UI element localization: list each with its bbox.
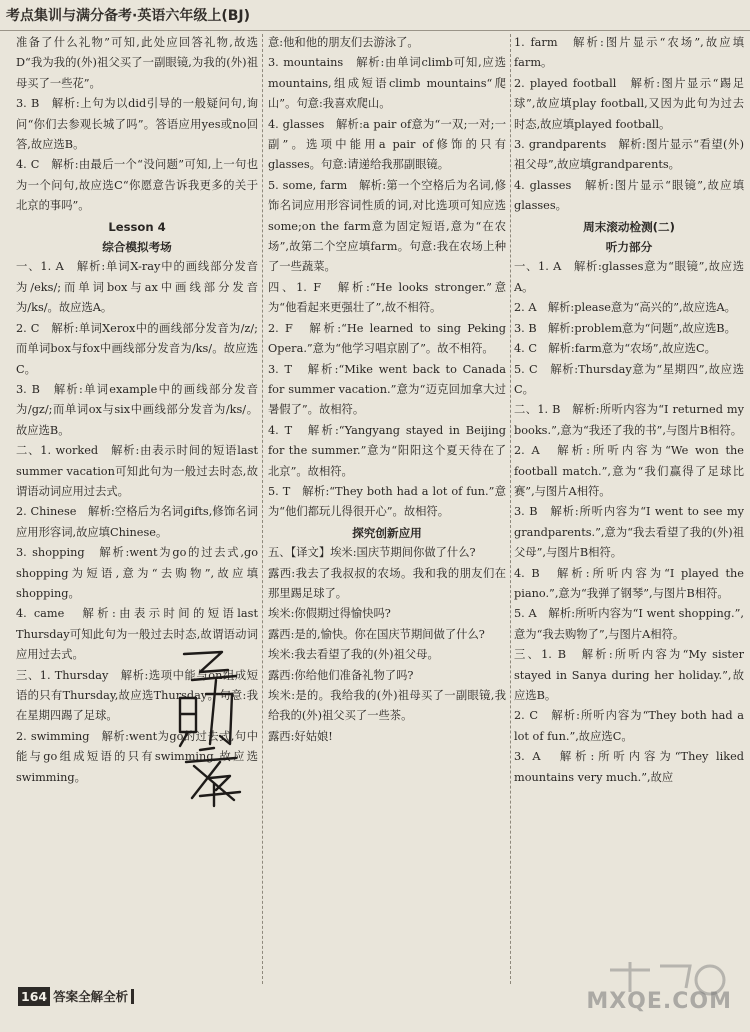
column-divider (510, 34, 511, 984)
answer-paragraph: 3. shopping 解析:went为go的过去式,go shopping为短语,意为“去购物”,故应填shopping。 (16, 546, 258, 600)
header-title: 考点集训与满分备考·英语六年级上(BJ) (6, 8, 250, 24)
answer-paragraph: 3. B 解析:上句为以did引导的一般疑问句,询问“你们去参观长城了吗”。答语应用yes或no回答,故应选B。 (16, 97, 258, 152)
answer-paragraph: 2. swimming 解析:went为go的过去式,句中能与go组成短语的只有swimming,故应选swimming。 (16, 729, 258, 784)
dialogue-line: 埃米:我去看望了我的(外)祖父母。 (268, 648, 439, 662)
answer-paragraph: 4. C 解析:farm意为“农场”,故应选C。 (514, 342, 716, 356)
answer-paragraph: 5. A 解析:所听内容为“I went shopping.”,意为“我去购物了”,与图片A相符。 (514, 607, 744, 641)
answer-paragraph: 二、1. worked 解析:由表示时间的短语last summer vacation可知此句为一般过去时态,故谓语动词应用过去式。 (16, 444, 258, 498)
answer-paragraph: 4. B 解析:所听内容为“I played the piano.”,意为“我弹了钢琴”,与图片B相符。 (514, 566, 744, 600)
answer-paragraph: 一、1. A 解析:单词X-ray中的画线部分发音为/eks/;而单词box与ax中画线部分发音为/ks/。故应选A。 (16, 260, 258, 315)
answer-paragraph: 3. B 解析:所听内容为“I went to see my grandparents.”,意为“我去看望了我的(外)祖父母”,与图片B相符。 (514, 505, 744, 560)
answer-paragraph: 2. F 解析:“He learned to sing Peking Opera.”意为“他学习唱京剧了”。故不相符。 (268, 321, 506, 356)
answer-paragraph: 意:他和他的朋友们去游泳了。 (268, 36, 419, 49)
answer-column-1 (16, 33, 258, 983)
column-divider (262, 34, 263, 984)
dialogue-line: 露西:好姑娘! (268, 729, 333, 743)
answer-paragraph: 三、1. B 解析:所听内容为“My sister stayed in Sanya during her holiday.”,故应选B。 (514, 648, 744, 702)
dialogue-line: 五、【译文】埃米:国庆节期间你做了什么? (268, 546, 476, 560)
section-heading: 探究创新应用 (352, 525, 422, 540)
answer-paragraph: 3. B 解析:单词example中的画线部分发音为/gz/;而单词ox与six中画线部分发音为/ks/。故应选B。 (16, 382, 258, 437)
answer-paragraph: 4. came 解析:由表示时间的短语last Thursday可知此句为一般过去时态,故谓语动词应用过去式。 (16, 607, 258, 662)
answer-paragraph: 4. T 解析:“Yangyang stayed in Beijing for the summer.”意为“阳阳这个夏天待在了北京”。故相符。 (268, 423, 506, 478)
page-header (0, 0, 750, 31)
answer-paragraph: 3. grandparents 解析:图片显示“看望(外)祖父母”,故应填grandparents。 (514, 138, 744, 172)
answer-paragraph: 4. glasses 解析:图片显示“眼镜”,故应填glasses。 (514, 178, 744, 213)
answer-paragraph: 三、1. Thursday 解析:选项中能与on组成短语的只有Thursday,故应选Thursday。句意:我在星期四踢了足球。 (16, 668, 258, 723)
answer-paragraph: 一、1. A 解析:glasses意为“眼镜”,故应选A。 (514, 260, 744, 294)
section-heading: 综合模拟考场 (102, 240, 172, 255)
answer-paragraph: 四、1. F 解析:“He looks stronger.”意为“他看起来更强壮了”,故不相符。 (268, 280, 506, 315)
answer-paragraph: 1. farm 解析:图片显示“农场”,故应填farm。 (514, 36, 744, 70)
dialogue-line: 露西:我去了我叔叔的农场。我和我的朋友们在那里踢足球了。 (268, 566, 506, 600)
answer-paragraph: 3. A 解析:所听内容为“They liked mountains very much.”,故应 (514, 750, 744, 784)
watermark-text: MXQE.COM (586, 989, 732, 1014)
section-heading: 听力部分 (605, 240, 653, 255)
section-heading: 周末滚动检测(二) (583, 219, 675, 234)
page-number: 164 (18, 987, 50, 1006)
site-watermark (586, 958, 740, 1020)
answer-paragraph: 二、1. B 解析:所听内容为“I returned my books.”,意为“我还了我的书”,与图片B相符。 (514, 403, 744, 437)
handwritten-scribble-icon (170, 640, 248, 810)
dialogue-line: 露西:你给他们准备礼物了吗? (268, 668, 414, 682)
dialogue-line: 埃米:你假期过得愉快吗? (268, 607, 391, 621)
answer-paragraph: 准备了什么礼物”可知,此处应回答礼物,故选D“我为我的(外)祖父买了一副眼镜,为我的(外)祖母买了一些花”。 (16, 36, 258, 90)
answer-paragraph: 3. mountains 解析:由单词climb可知,应选mountains,组成短语climb mountains“爬山”。句意:我喜欢爬山。 (268, 56, 506, 111)
answer-column-2 (268, 33, 506, 983)
answer-paragraph: 5. C 解析:Thursday意为“星期四”,故应选C。 (514, 362, 744, 396)
answer-column-3 (514, 33, 744, 983)
answer-paragraph: 3. B 解析:problem意为“问题”,故应选B。 (514, 321, 736, 335)
section-heading-lesson: Lesson 4 (108, 219, 166, 234)
dialogue-line: 埃米:是的。我给我的(外)祖母买了一副眼镜,我给我的(外)祖父买了一些茶。 (268, 689, 506, 723)
dialogue-line: 露西:是的,愉快。你在国庆节期间做了什么? (268, 627, 485, 641)
answer-paragraph: 2. A 解析:所听内容为“We won the football match.”,意为“我们赢得了足球比赛”,与图片A相符。 (514, 444, 744, 498)
answer-paragraph: 3. T 解析:“Mike went back to Canada for summer vacation.”意为“迈克回加拿大过暑假了”。故相符。 (268, 362, 506, 417)
answer-paragraph: 4. glasses 解析:a pair of意为“一双;一对;一副”。选项中能用a pair of修饰的只有glasses。句意:请递给我那副眼镜。 (268, 117, 506, 172)
page-footer (18, 986, 134, 1006)
answer-paragraph: 2. C 解析:单词Xerox中的画线部分发音为/z/;而单词box与fox中画线部分发音为/ks/。故应选C。 (16, 321, 258, 376)
answer-paragraph: 2. C 解析:所听内容为“They both had a lot of fun.”,故应选C。 (514, 709, 744, 743)
footer-label: 答案全解全析 (53, 989, 134, 1004)
answer-paragraph: 2. played football 解析:图片显示“踢足球”,故应填play football,又因为此句为过去时态,故应填played football。 (514, 76, 744, 131)
answer-paragraph: 4. C 解析:由最后一个“没问题”可知,上一句也为一个问句,故应选C“你愿意告诉我更多的关于北京的事吗”。 (16, 158, 258, 213)
answer-paragraph: 2. Chinese 解析:空格后为名词gifts,修饰名词应用形容词,故应填Chinese。 (16, 505, 258, 539)
answer-paragraph: 5. some, farm 解析:第一个空格后为名词,修饰名词应用形容词性质的词,对比选项可知应选some;on the farm意为固定短语,意为“在农场”,故第二个空应填farm。句意:我在农场上种了一些蔬菜。 (268, 178, 506, 274)
answer-paragraph: 5. T 解析:“They both had a lot of fun.”意为“他们都玩儿得很开心”。故相符。 (268, 484, 506, 519)
answer-paragraph: 2. A 解析:please意为“高兴的”,故应选A。 (514, 301, 736, 315)
